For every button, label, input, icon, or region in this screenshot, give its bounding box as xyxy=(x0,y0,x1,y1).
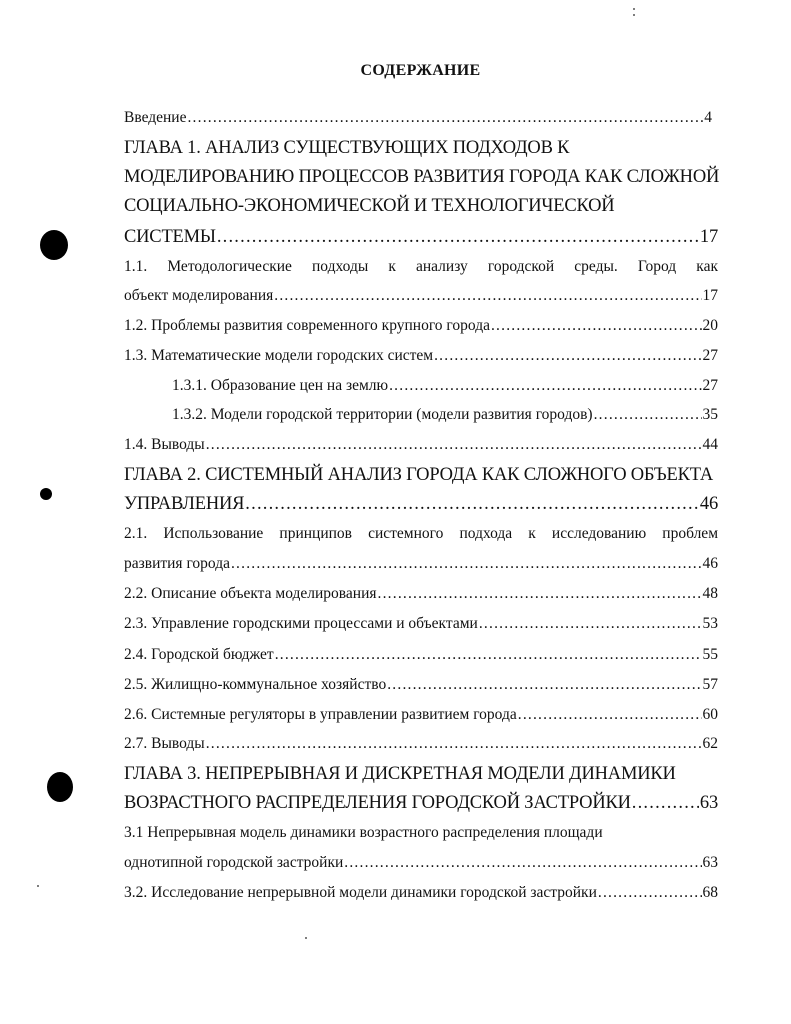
scan-speck xyxy=(37,885,39,887)
toc-entry-text: 2.3. Управление городскими процессами и объектами xyxy=(124,615,478,632)
dot-leader xyxy=(434,346,701,366)
dot-leader xyxy=(275,645,702,665)
toc-page-number: 27 xyxy=(702,377,718,394)
toc-entry-text: однотипной городской застройки xyxy=(124,854,344,871)
toc-page-number: 46 xyxy=(699,494,718,514)
toc-entry-1-3-2[interactable] xyxy=(172,405,718,425)
punch-hole-mark xyxy=(47,772,73,802)
toc-entry-text: 1.3.1. Образование цен на землю xyxy=(172,377,389,394)
toc-entry-text: 3.2. Исследование непрерывной модели динамики городской застройки xyxy=(124,884,597,901)
toc-entry-1-1-line-2[interactable] xyxy=(124,286,718,306)
toc-page-number: 53 xyxy=(702,615,718,632)
toc-entry-text: 2.7. Выводы xyxy=(124,735,205,752)
toc-entry-text: 1.4. Выводы xyxy=(124,436,205,453)
toc-page-number: 63 xyxy=(699,793,718,813)
toc-entry-1-3-1[interactable] xyxy=(172,376,718,396)
toc-entry-text: объект моделирования xyxy=(124,287,274,304)
toc-entry-2-5[interactable] xyxy=(124,675,718,695)
toc-chapter-1-line-1[interactable]: ГЛАВА 1. АНАЛИЗ СУЩЕСТВУЮЩИХ ПОДХОДОВ К xyxy=(124,138,570,158)
dot-leader xyxy=(231,554,702,574)
toc-chapter-1-line-3[interactable]: СОЦИАЛЬНО-ЭКОНОМИЧЕСКОЙ И ТЕХНОЛОГИЧЕСКОЙ xyxy=(124,196,615,216)
toc-entry-text: 2.4. Городской бюджет xyxy=(124,646,274,663)
toc-entry-text: 1.2. Проблемы развития современного крупного города xyxy=(124,317,490,334)
dot-leader xyxy=(378,584,702,604)
toc-entry-3-2[interactable] xyxy=(124,883,718,903)
toc-entry-1-2[interactable] xyxy=(124,316,718,336)
toc-entry-intro[interactable] xyxy=(124,108,712,128)
toc-entry-2-1-line-2[interactable] xyxy=(124,554,718,574)
toc-entry-2-2[interactable] xyxy=(124,584,718,604)
toc-entry-2-6[interactable] xyxy=(124,705,718,725)
dot-leader xyxy=(206,734,702,754)
toc-page-number: 17 xyxy=(702,287,718,304)
toc-entry-text: развития города xyxy=(124,555,230,572)
toc-entry-text: Введение xyxy=(124,109,187,126)
dot-leader xyxy=(217,225,699,249)
toc-page-number: 63 xyxy=(702,854,718,871)
toc-entry-1-4[interactable] xyxy=(124,435,718,455)
toc-page-number: 60 xyxy=(702,706,718,723)
toc-entry-text: 2.6. Системные регуляторы в управлении развитием города xyxy=(124,706,517,723)
dot-leader xyxy=(491,316,702,336)
punch-hole-mark xyxy=(40,488,52,500)
dot-leader xyxy=(389,376,701,396)
toc-chapter-1-line-2[interactable]: МОДЕЛИРОВАНИЮ ПРОЦЕССОВ РАЗВИТИЯ ГОРОДА КАК СЛОЖНОЙ xyxy=(124,167,720,187)
punch-hole-mark xyxy=(40,230,68,260)
dot-leader xyxy=(632,791,699,815)
dot-leader xyxy=(274,286,701,306)
scan-speck xyxy=(633,8,635,10)
toc-entry-3-1-line-2[interactable] xyxy=(124,853,718,873)
scan-speck xyxy=(305,937,307,939)
page-title: СОДЕРЖАНИЕ xyxy=(360,62,481,79)
toc-page-number: 57 xyxy=(702,676,718,693)
dot-leader xyxy=(245,492,699,516)
scan-speck xyxy=(633,14,635,16)
toc-page-number: 27 xyxy=(702,347,718,364)
toc-entry-1-3[interactable] xyxy=(124,346,718,366)
toc-chapter-2-line-2[interactable] xyxy=(124,492,718,516)
toc-page-number: 68 xyxy=(702,884,718,901)
toc-page-number: 35 xyxy=(702,406,718,423)
toc-entry-text: 2.2. Описание объекта моделирования xyxy=(124,585,377,602)
toc-chapter-3-line-2[interactable] xyxy=(124,791,718,815)
toc-entry-text: 2.5. Жилищно-коммунальное хозяйство xyxy=(124,676,387,693)
toc-entry-1-1-line-1[interactable]: 1.1. Методологические подходы к анализу городской среды. Город как xyxy=(124,258,718,275)
toc-page-number: 46 xyxy=(702,555,718,572)
toc-chapter-1-line-4[interactable] xyxy=(124,225,718,249)
dot-leader xyxy=(598,883,702,903)
toc-entry-text: ВОЗРАСТНОГО РАСПРЕДЕЛЕНИЯ ГОРОДСКОЙ ЗАСТРОЙКИ xyxy=(124,793,631,813)
dot-leader xyxy=(387,675,701,695)
toc-entry-text: 1.3. Математические модели городских систем xyxy=(124,347,434,364)
dot-leader xyxy=(187,108,703,128)
dot-leader xyxy=(479,614,702,634)
toc-chapter-3-line-1[interactable]: ГЛАВА 3. НЕПРЕРЫВНАЯ И ДИСКРЕТНАЯ МОДЕЛИ ДИНАМИКИ xyxy=(124,764,676,784)
toc-page-number: 55 xyxy=(702,646,718,663)
toc-page-number: 17 xyxy=(699,227,718,247)
toc-page-number: 62 xyxy=(702,735,718,752)
dot-leader xyxy=(518,705,702,725)
toc-entry-2-1-line-1[interactable]: 2.1. Использование принципов системного подхода к исследованию проблем xyxy=(124,525,718,542)
toc-entry-text: СИСТЕМЫ xyxy=(124,227,216,247)
toc-entry-text: 1.3.2. Модели городской территории (модели развития городов) xyxy=(172,406,593,423)
toc-page-number: 48 xyxy=(702,585,718,602)
dot-leader xyxy=(206,435,702,455)
toc-entry-3-1-line-1[interactable]: 3.1 Непрерывная модель динамики возрастного распределения площади xyxy=(124,824,603,841)
toc-page-number: 44 xyxy=(702,436,718,453)
toc-entry-2-7[interactable] xyxy=(124,734,718,754)
toc-entry-2-3[interactable] xyxy=(124,614,718,634)
toc-page-number: 20 xyxy=(702,317,718,334)
toc-page-number: 4 xyxy=(704,109,712,126)
toc-entry-2-4[interactable] xyxy=(124,645,718,665)
dot-leader xyxy=(344,853,701,873)
toc-entry-text: УПРАВЛЕНИЯ xyxy=(124,494,245,514)
toc-chapter-2-line-1[interactable]: ГЛАВА 2. СИСТЕМНЫЙ АНАЛИЗ ГОРОДА КАК СЛОЖНОГО ОБЪЕКТА xyxy=(124,465,714,485)
dot-leader xyxy=(594,405,702,425)
